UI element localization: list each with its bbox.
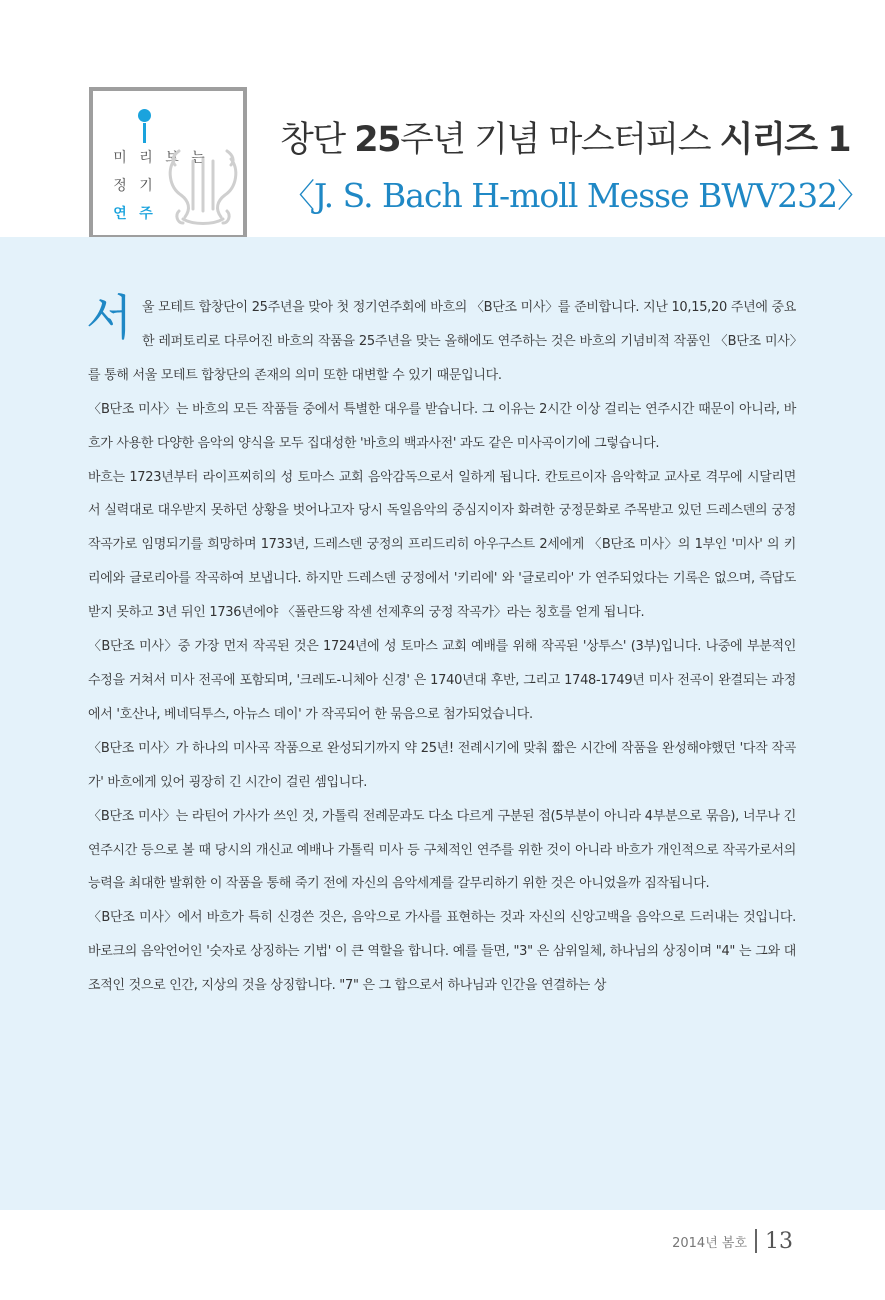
paragraph: 〈B단조 미사〉는 바흐의 모든 작품들 중에서 특별한 대우를 받습니다. 그 이유는 2시간 이상 걸리는 연주시간 때문이 아니라, 바흐가 사용한 다양한 음악의 양식을 모두 집대성한 '바흐의 백과사전' 과도 같은 미사곡이기에 그렇습니다.	[88, 401, 796, 451]
article-body	[88, 291, 796, 1003]
badge-row-3: 연 주	[113, 206, 153, 222]
badge-row-1: 미 리 보 는	[113, 150, 205, 166]
paragraph: 서울 모테트 합창단이 25주년을 맞아 첫 정기연주회에 바흐의 〈B단조 미사〉를 준비합니다. 지난 10,15,20 주년에 중요한 레퍼토리로 다루어진 바흐의 작품을 25주년을 맞는 올해에도 연주하는 것은 바흐의 기념비적 작품인 〈B단조 미사〉를 통해 서울 모테트 합창단의 존재의 의미 또한 대변할 수 있기 때문입니다.	[86, 290, 796, 383]
page-subtitle: 〈J. S. Bach H-moll Messe BWV232〉	[282, 176, 870, 215]
footer-divider	[755, 1229, 757, 1253]
paragraph: 〈B단조 미사〉는 라틴어 가사가 쓰인 것, 가톨릭 전례문과도 다소 다르게 구분된 점(5부분이 아니라 4부분으로 묶음), 너무나 긴 연주시간 등으로 볼 때 당시의 개신교 예배나 가톨릭 미사 등 구체적인 연주를 위한 것이 아니라 바흐가 개인적으로 작곡가로서의 능력을 최대한 발휘한 이 작품을 통해 죽기 전에 자신의 음악세계를 갈무리하기 위한 것은 아니었을까 짐작됩니다.	[88, 808, 796, 892]
issue-label: 2014년 봄호	[672, 1235, 747, 1251]
drop-cap: 서	[86, 290, 133, 346]
page-number: 13	[765, 1228, 793, 1254]
series-badge	[89, 87, 247, 239]
paragraph: 〈B단조 미사〉에서 바흐가 특히 신경쓴 것은, 음악으로 가사를 표현하는 것과 자신의 신앙고백을 음악으로 드러내는 것입니다. 바로크의 음악언어인 '숫자로 상징하는 기법' 이 큰 역할을 합니다. 예를 들면, "3" 은 삼위일체, 하나님의 상징이며 "4" 는 그와 대조적인 것으로 인간, 지상의 것을 상징합니다. "7" 은 그 합으로서 하나님과 인간을 연결하는 상	[88, 910, 796, 994]
page-footer	[672, 1226, 793, 1256]
badge-row-2: 정 기	[113, 178, 153, 194]
paragraph: 〈B단조 미사〉가 하나의 미사곡 작품으로 완성되기까지 약 25년! 전례시기에 맞춰 짧은 시간에 작품을 완성해야했던 '다작 작곡가' 바흐에게 있어 굉장히 긴 시간이 걸린 셈입니다.	[88, 740, 796, 790]
paragraph: 바흐는 1723년부터 라이프찌히의 성 토마스 교회 음악감독으로서 일하게 됩니다. 칸토르이자 음악학교 교사로 격무에 시달리면서 실력대로 대우받지 못하던 상황을 벗어나고자 당시 독일음악의 중심지이자 화려한 궁정문화로 주목받고 있던 드레스덴의 궁정작곡가로 임명되기를 희망하며 1733년, 드레스덴 궁정의 프리드리히 아우구스트 2세에게 〈B단조 미사〉의 1부인 '미사' 의 키리에와 글로리아를 작곡하여 보냅니다. 하지만 드레스덴 궁정에서 '키리에' 와 '글로리아' 가 연주되었다는 기록은 없으며, 즉답도 받지 못하고 3년 뒤인 1736년에야 〈폴란드왕 작센 선제후의 궁정 작곡가〉라는 칭호를 얻게 됩니다.	[88, 469, 796, 621]
lyre-icon	[165, 139, 241, 227]
note-dot	[138, 109, 151, 122]
paragraph: 〈B단조 미사〉중 가장 먼저 작곡된 것은 1724년에 성 토마스 교회 예배를 위해 작곡된 '상투스' (3부)입니다. 나중에 부분적인 수정을 거쳐서 미사 전곡에 포함되며, '크레도-니체아 신경' 은 1740년대 후반, 그리고 1748-1749년 미사 전곡이 완결되는 과정에서 '호산나, 베네딕투스, 아뉴스 데이' 가 작곡되어 한 묶음으로 첨가되었습니다.	[88, 639, 796, 722]
page-title: 창단 25주년 기념 마스터피스 시리즈 1	[280, 120, 851, 160]
note-stem	[143, 123, 146, 143]
